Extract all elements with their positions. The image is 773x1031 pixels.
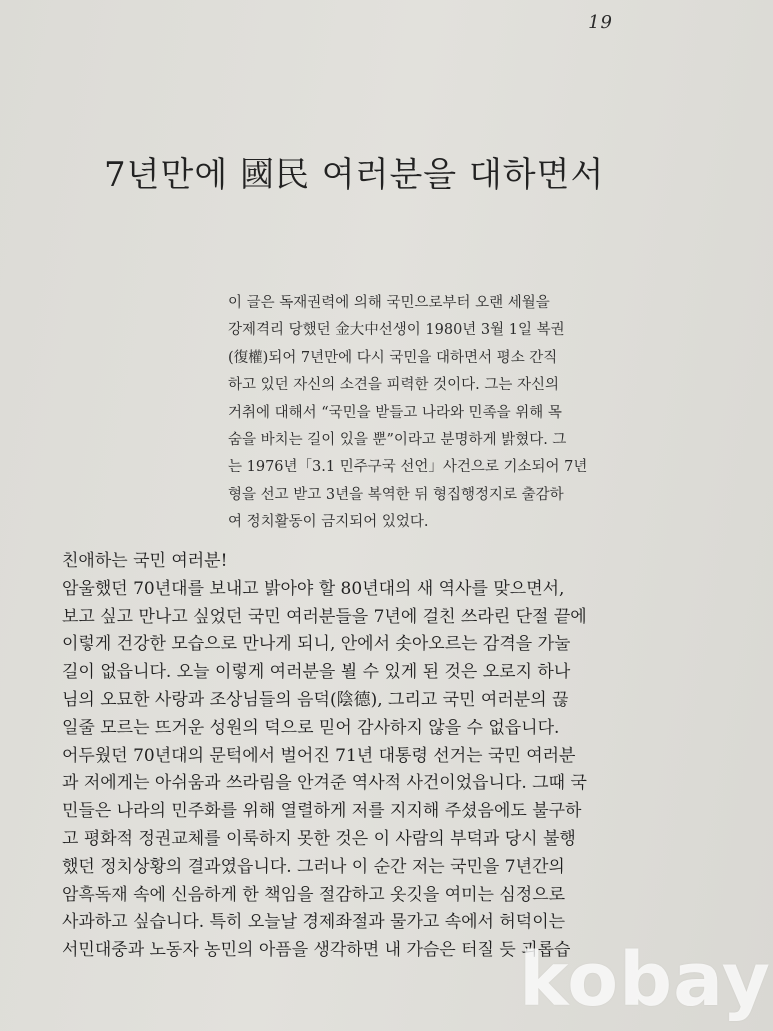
body-line: 길이 없읍니다. 오늘 이렇게 여러분을 뵐 수 있게 된 것은 오로지 하나 xyxy=(62,662,571,683)
intro-paragraph xyxy=(228,290,638,537)
body-line: 과 저에게는 아쉬움과 쓰라림을 안겨준 역사적 사건이었읍니다. 그때 국 xyxy=(62,773,587,794)
body-line: 님의 오묘한 사랑과 조상님들의 음덕(陰德), 그리고 국민 여러분의 끊 xyxy=(62,689,569,710)
body-line: 일줄 모르는 뜨거운 성원의 덕으로 믿어 감사하지 않을 수 없읍니다. xyxy=(62,717,560,738)
intro-line: 형을 선고 받고 3년을 복역한 뒤 형집행정지로 출감하 xyxy=(228,486,564,503)
page-number: 19 xyxy=(588,12,613,33)
body-line: 보고 싶고 만나고 싶었던 국민 여러분들을 7년에 걸친 쓰라린 단절 끝에 xyxy=(62,606,587,627)
kobay-watermark: kobay xyxy=(519,937,771,1023)
body-line: 암흑독재 속에 신음하게 한 책임을 절감하고 옷깃을 여미는 심정으로 xyxy=(62,884,566,905)
body-line: 친애하는 국민 여러분! xyxy=(62,551,228,571)
intro-line: 이 글은 독재권력에 의해 국민으로부터 오랜 세월을 xyxy=(228,295,550,311)
intro-line: 거취에 대해서 “국민을 받들고 나라와 민족을 위해 목 xyxy=(228,404,562,421)
body-line: 암울했던 70년대를 보내고 밝아야 할 80년대의 새 역사를 맞으면서, xyxy=(62,578,565,599)
body-line: 고 평화적 정권교체를 이룩하지 못한 것은 이 사람의 부덕과 당시 불행 xyxy=(62,828,576,849)
body-line: 서민대중과 노동자 농민의 아픔을 생각하면 내 가슴은 터질 듯 괴롭습 xyxy=(62,940,571,961)
body-line: 했던 정치상황의 결과였읍니다. 그러나 이 순간 저는 국민을 7년간의 xyxy=(62,856,565,877)
intro-line: 하고 있던 자신의 소견을 피력한 것이다. 그는 자신의 xyxy=(228,377,560,394)
body-line: 사과하고 싶습니다. 특히 오늘날 경제좌절과 물가고 속에서 허덕이는 xyxy=(62,912,566,933)
body-line: 민들은 나라의 민주화를 위해 열렬하게 저를 지지해 주셨음에도 불구하 xyxy=(62,801,582,822)
body-text xyxy=(62,548,718,965)
intro-line: 여 정치활동이 금지되어 있었다. xyxy=(228,514,429,531)
intro-line: 숨을 바치는 길이 있을 뿐”이라고 분명하게 밝혔다. 그 xyxy=(228,431,567,448)
chapter-title: 7년만에 國民 여러분을 대하면서 xyxy=(104,155,605,195)
body-line: 어두웠던 70년대의 문턱에서 벌어진 71년 대통령 선거는 국민 여러분 xyxy=(62,745,576,766)
intro-line: 강제격리 당했던 金大中선생이 1980년 3월 1일 복권 xyxy=(228,322,565,339)
intro-line: (復權)되어 7년만에 다시 국민을 대하면서 평소 간직 xyxy=(228,349,558,366)
body-line: 이렇게 건강한 모습으로 만나게 되니, 안에서 솟아오르는 감격을 가눌 xyxy=(62,634,571,655)
intro-line: 는 1976년「3.1 민주구국 선언」사건으로 기소되어 7년 xyxy=(228,459,588,476)
